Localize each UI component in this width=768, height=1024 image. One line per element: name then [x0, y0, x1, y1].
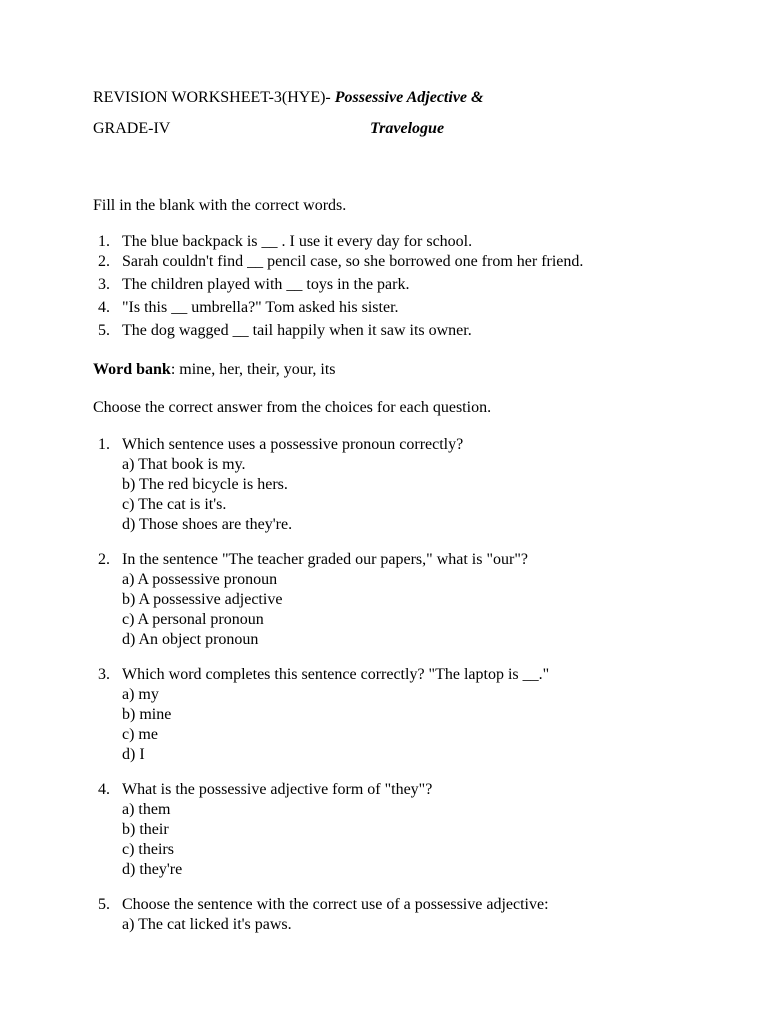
answer-option: b) mine	[122, 706, 172, 723]
fill-blank-list	[93, 232, 583, 341]
item-number: 1.	[98, 233, 110, 250]
item-text: The children played with __ toys in the park.	[122, 276, 410, 293]
title-plain: REVISION WORKSHEET-3(HYE)-	[93, 89, 335, 106]
question-text: Choose the sentence with the correct use of a possessive adjective:	[122, 896, 549, 913]
mcq-question	[93, 780, 432, 880]
item-text: "Is this __ umbrella?" Tom asked his sister.	[122, 299, 399, 316]
answer-option: c) me	[122, 726, 158, 743]
answer-option: d) Those shoes are they're.	[122, 516, 293, 533]
item-text: The blue backpack is __ . I use it every day for school.	[122, 233, 473, 250]
question-text: Which sentence uses a possessive pronoun correctly?	[122, 436, 464, 453]
grade-label: GRADE-IV	[93, 120, 171, 137]
question-text: Which word completes this sentence correctly? "The laptop is __."	[122, 666, 550, 683]
fill-item	[93, 232, 583, 252]
item-number: 2.	[98, 253, 110, 270]
fill-item	[93, 321, 583, 341]
answer-option: b) The red bicycle is hers.	[122, 476, 288, 493]
answer-option: a) my	[122, 686, 159, 703]
item-number: 5.	[98, 322, 110, 339]
question-text: In the sentence "The teacher graded our papers," what is "our"?	[122, 551, 528, 568]
question-text-row	[93, 435, 463, 455]
answer-option: a) them	[122, 801, 171, 818]
question-number: 4.	[98, 781, 110, 798]
title-topic-continued: Travelogue	[370, 120, 445, 137]
fill-item	[93, 298, 583, 321]
answer-option: d) I	[122, 746, 145, 763]
question-number: 2.	[98, 551, 110, 568]
item-number: 3.	[98, 276, 110, 293]
fill-item	[93, 275, 583, 298]
mcq-question	[93, 550, 528, 650]
mcq-question	[93, 665, 549, 765]
question-text-row	[93, 780, 432, 800]
item-number: 4.	[98, 299, 110, 316]
word-bank-label: Word bank	[93, 361, 171, 378]
fill-instruction: Fill in the blank with the correct words.	[93, 197, 347, 214]
question-text: What is the possessive adjective form of "they"?	[122, 781, 433, 798]
question-number: 5.	[98, 896, 110, 913]
title-topic: Possessive Adjective &	[334, 89, 484, 106]
question-text-row	[93, 895, 549, 915]
word-bank-words: : mine, her, their, your, its	[170, 361, 336, 378]
fill-item	[93, 252, 583, 275]
answer-option: a) The cat licked it's paws.	[122, 916, 292, 933]
mcq-question	[93, 895, 549, 935]
item-text: The dog wagged __ tail happily when it saw its owner.	[122, 322, 472, 339]
question-number: 3.	[98, 666, 110, 683]
question-text-row	[93, 665, 549, 685]
answer-option: b) their	[122, 821, 169, 838]
answer-option: c) The cat is it's.	[122, 496, 227, 513]
mcq-question	[93, 435, 463, 535]
answer-option: c) A personal pronoun	[122, 611, 264, 628]
answer-option: d) An object pronoun	[122, 631, 259, 648]
mcq-instruction: Choose the correct answer from the choices for each question.	[93, 399, 492, 416]
item-text: Sarah couldn't find __ pencil case, so she borrowed one from her friend.	[122, 253, 584, 270]
answer-option: b) A possessive adjective	[122, 591, 283, 608]
answer-option: a) A possessive pronoun	[122, 571, 278, 588]
worksheet-title	[93, 88, 483, 108]
question-text-row	[93, 550, 528, 570]
question-number: 1.	[98, 436, 110, 453]
answer-option: a) That book is my.	[122, 456, 246, 473]
answer-option: d) they're	[122, 861, 183, 878]
word-bank	[93, 360, 336, 380]
answer-option: c) theirs	[122, 841, 174, 858]
